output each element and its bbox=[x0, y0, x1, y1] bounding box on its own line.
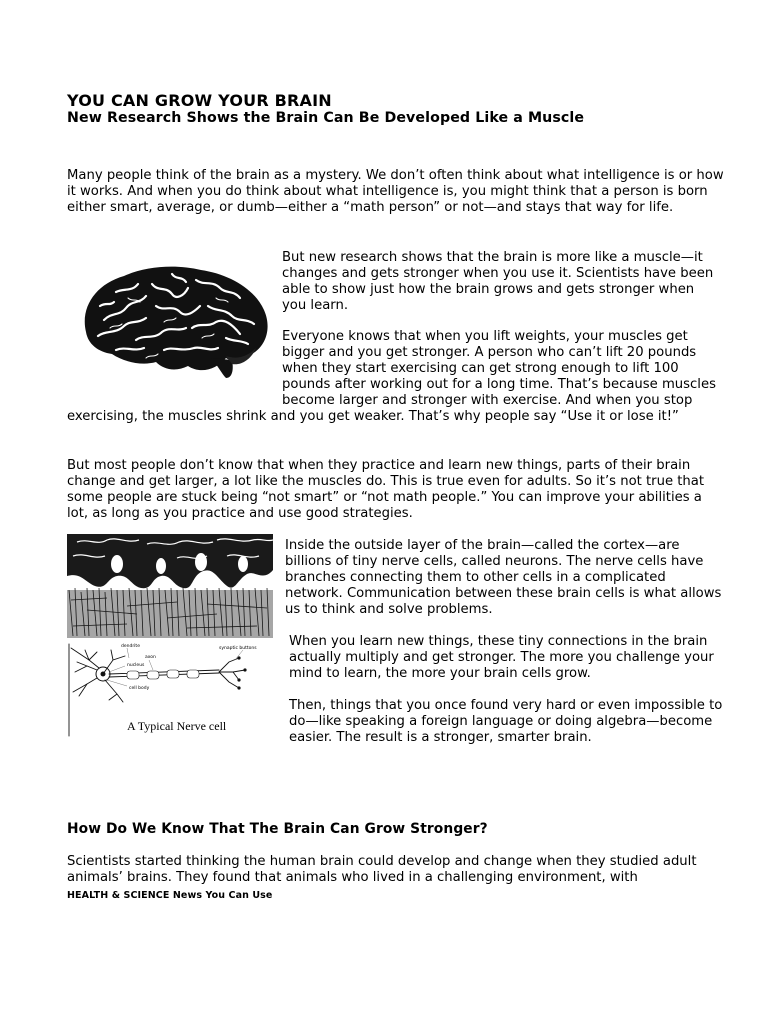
text-wrap-spacer bbox=[67, 698, 289, 746]
page-footer: HEALTH & SCIENCE News You Can Use bbox=[67, 890, 273, 901]
paragraph-brain-muscle: But new research shows that the brain is more like a muscle—it changes and gets stronger when you use it. Scientists have been able to show just how the brain grows and gets stronger when you learn. bbox=[282, 250, 714, 313]
paragraph-weights bbox=[67, 329, 727, 425]
article-title: YOU CAN GROW YOUR BRAIN bbox=[67, 91, 332, 110]
nerve-label-synaptic: synaptic buttons bbox=[219, 646, 257, 651]
nerve-label-cell-body: cell body bbox=[129, 686, 150, 691]
paragraph-intro: Many people think of the brain as a mystery. We don’t often think about what intelligence is or how it works. And when you do think about what intelligence is, you might think that a person is born either smart, average, or dumb—either a “math person” or not—and stays that way for life. bbox=[67, 168, 724, 215]
nerve-cell-caption: A Typical Nerve cell bbox=[127, 719, 227, 733]
nerve-label-axon: axon bbox=[145, 655, 156, 660]
paragraph-scientists: Scientists started thinking the human brain could develop and change when they studied adult animals’ brains. They found that animals who lived in a challenging environment, with bbox=[67, 854, 697, 885]
nerve-label-nucleus: nucleus bbox=[127, 663, 145, 668]
section-heading: How Do We Know That The Brain Can Grow Stronger? bbox=[67, 821, 488, 837]
paragraph-connections: When you learn new things, these tiny connections in the brain actually multiply and get stronger. The more you challenge your mind to learn, the more your brain cells grow. bbox=[289, 634, 714, 681]
paragraph-result-text: Then, things that you once found very hard or even impossible to do—like speaking a foreign language or doing algebra—become easier. The result is a stronger, smarter brain. bbox=[289, 698, 723, 745]
paragraph-practice: But most people don’t know that when they practice and learn new things, parts of their brain change and get larger, a lot like the muscles do. This is true even for adults. So it’s not true that some people are stuck being “not smart” or “not math people.” You can improve your abilities a lot, as long as you practice and use good strategies. bbox=[67, 458, 705, 521]
paragraph-weights-text: Everyone knows that when you lift weights, your muscles get bigger and you get stronger. A person who can’t lift 20 pounds when they start exercising can get strong enough to lift 100 pounds after working out for a long time. That’s because muscles become larger and stronger with exercise. And when you stop exercising, the muscles shrink and you get weaker. That’s why people say “Use it or lose it!” bbox=[67, 329, 716, 424]
cortex-illustration bbox=[67, 530, 273, 638]
paragraph-cortex: Inside the outside layer of the brain—called the cortex—are billions of tiny nerve cells, called neurons. The nerve cells have branches connecting them to other cells in a complicated network. Communication between these brain cells is what allows us to think and solve problems. bbox=[285, 538, 722, 617]
paragraph-result bbox=[67, 698, 727, 746]
article-subtitle: New Research Shows the Brain Can Be Developed Like a Muscle bbox=[67, 110, 585, 126]
nerve-label-dendrite: dendrite bbox=[121, 644, 140, 649]
text-wrap-spacer bbox=[67, 329, 282, 409]
